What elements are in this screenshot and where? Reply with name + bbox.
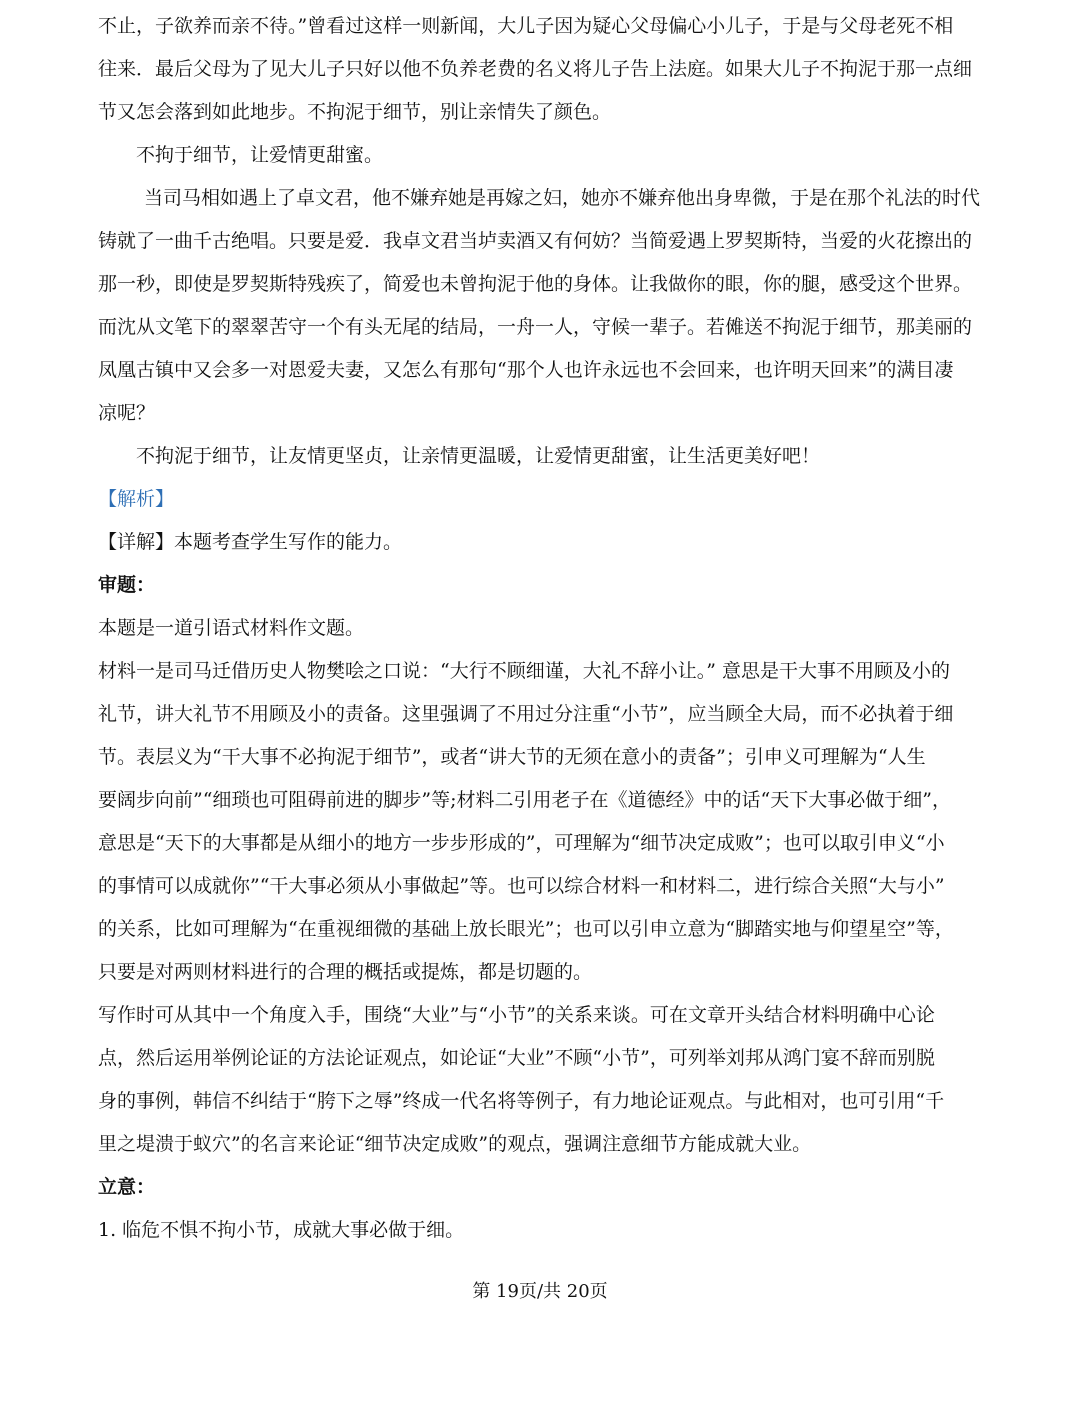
text-line: 里之堤溃于蚁穴”的名言来论证“细节决定成败”的观点，强调注意细节方能成就大业。 (98, 1133, 812, 1155)
text-line: 点，然后运用举例论证的方法论证观点，如论证“大业”不顾“小节”，可列举刘邦从鸿门宴不辞而别脱 (98, 1047, 935, 1069)
text-line: 节。表层义为“干大事不必拘泥于细节”，或者“讲大节的无须在意小的责备”；引申义可理解为“人生 (98, 746, 926, 768)
text-line: 凤凰古镇中又会多一对恩爱夫妻，又怎么有那句“那个人也许永远也不会回来，也许明天回来”的满目凄 (98, 359, 954, 381)
text-line: 那一秒，即使是罗契斯特残疾了，简爱也未曾拘泥于他的身体。让我做你的眼，你的腿，感受这个世界。 (98, 273, 973, 295)
section-heading: 立意： (98, 1176, 156, 1198)
page-number: 第 19页/共 20页 (472, 1281, 608, 1302)
text-line: 意思是“天下的大事都是从细小的地方一步步形成的”，可理解为“细节决定成败”；也可以取引申义“小 (98, 832, 945, 854)
text-line: 不拘泥于细节，让友情更坚贞，让亲情更温暖，让爱情更甜蜜，让生活更美好吧！ (136, 445, 821, 467)
text-line: 的事情可以成就你”“干大事必须从小事做起”等。也可以综合材料一和材料二，进行综合关照“大与小” (98, 875, 945, 897)
text-line: 节又怎会落到如此地步。不拘泥于细节，别让亲情失了颜色。 (98, 101, 612, 123)
text-line: 只要是对两则材料进行的合理的概括或提炼，都是切题的。 (98, 961, 593, 983)
text-line: 本题是一道引语式材料作文题。 (98, 617, 365, 639)
text-line: 【详解】本题考查学生写作的能力。 (98, 531, 403, 553)
text-line: 礼节，讲大礼节不用顾及小的责备。这里强调了不用过分注重“小节”，应当顾全大局，而不必执着于细 (98, 703, 954, 725)
text-line: 而沈从文笔下的翠翠苦守一个有头无尾的结局，一舟一人，守候一辈子。若傩送不拘泥于细节，那美丽的 (98, 316, 973, 338)
text-line: 往来．最后父母为了见大儿子只好以他不负养老费的名义将儿子告上法庭。如果大儿子不拘泥于那一点细 (98, 58, 973, 80)
text-line: 不止，子欲养而亲不待。”曾看过这样一则新闻，大儿子因为疑心父母偏心小儿子，于是与父母老死不相 (98, 15, 954, 37)
text-line: 凉呢？ (98, 402, 156, 424)
text-line: 1. 临危不惧不拘小节，成就大事必做于细。 (98, 1219, 465, 1241)
text-line: 写作时可从其中一个角度入手，围绕“大业”与“小节”的关系来谈。可在文章开头结合材料明确中心论 (98, 1004, 935, 1026)
text-line: 要阔步向前”“细琐也可阻碍前进的脚步”等;材料二引用老子在《道德经》中的话“天下大事必做于细”， (98, 789, 951, 811)
text-line: 的关系，比如可理解为“在重视细微的基础上放长眼光”；也可以引申立意为“脚踏实地与仰望星空”等， (98, 918, 954, 940)
text-line: 不拘于细节，让爱情更甜蜜。 (136, 144, 384, 166)
text-line: 身的事例，韩信不纠结于“胯下之辱”终成一代名将等例子，有力地论证观点。与此相对，也可引用“千 (98, 1090, 945, 1112)
text-line: 铸就了一曲千古绝唱。只要是爱．我卓文君当垆卖酒又有何妨？当简爱遇上罗契斯特，当爱的火花擦出的 (98, 230, 973, 252)
analysis-heading: 【解析】 (98, 488, 175, 510)
text-line: 当司马相如遇上了卓文君，他不嫌弃她是再嫁之妇，她亦不嫌弃他出身卑微，于是在那个礼法的时代 (144, 187, 981, 209)
section-heading: 审题： (98, 574, 156, 596)
text-line: 材料一是司马迁借历史人物樊哙之口说：“大行不顾细谨，大礼不辞小让。” 意思是干大事不用顾及小的 (98, 660, 950, 682)
